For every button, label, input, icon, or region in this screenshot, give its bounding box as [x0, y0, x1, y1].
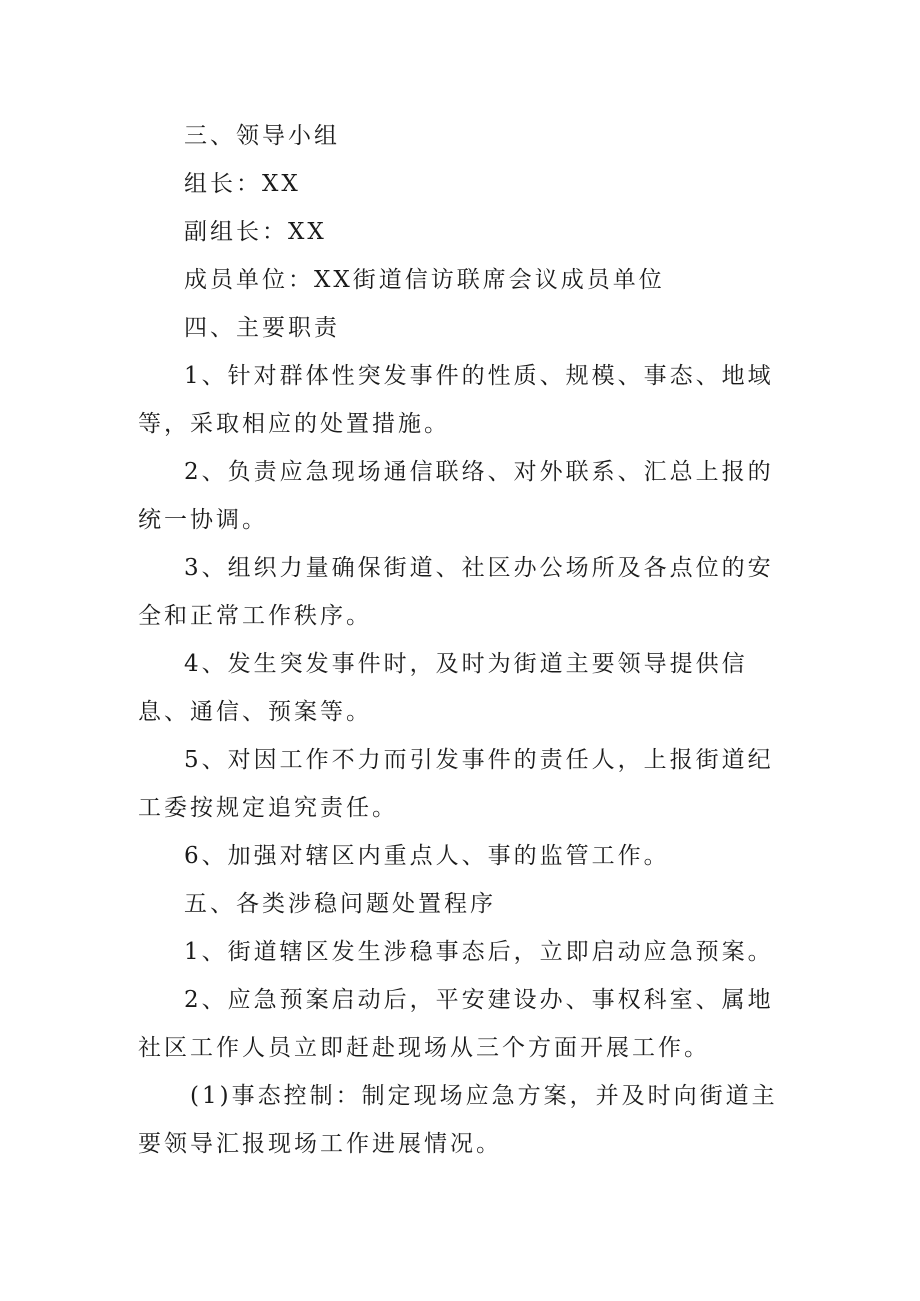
duty-item-5: 5、对因工作不力而引发事件的责任人，上报街道纪工委按规定追究责任。 [138, 747, 774, 821]
heading-main-duties: 四、主要职责 [184, 315, 340, 341]
duty-item-4: 4、发生突发事件时，及时为街道主要领导提供信息、通信、预案等。 [138, 651, 748, 725]
duty-item-3: 3、组织力量确保街道、社区办公场所及各点位的安全和正常工作秩序。 [138, 555, 774, 629]
heading-handling-procedure: 五、各类涉稳问题处置程序 [184, 891, 496, 917]
procedure-item-2: 2、应急预案启动后，平安建设办、事权科室、属地社区工作人员立即赶赴现场从三个方面开展工作。 [138, 987, 774, 1061]
heading-leadership-group: 三、领导小组 [184, 123, 340, 149]
duty-item-1: 1、针对群体性突发事件的性质、规模、事态、地域等，采取相应的处置措施。 [138, 363, 774, 437]
duty-item-2: 2、负责应急现场通信联络、对外联系、汇总上报的统一协调。 [138, 459, 774, 533]
member-units-line: 成员单位：XX街道信访联席会议成员单位 [184, 267, 665, 293]
deputy-leader-line: 副组长：XX [184, 219, 327, 245]
document-page [138, 112, 798, 1168]
duty-item-6: 6、加强对辖区内重点人、事的监管工作。 [184, 843, 670, 869]
group-leader-line: 组长：XX [184, 171, 301, 197]
procedure-subitem-1: (1)事态控制：制定现场应急方案，并及时向街道主要领导汇报现场工作进展情况。 [138, 1083, 778, 1157]
procedure-item-1: 1、街道辖区发生涉稳事态后，立即启动应急预案。 [184, 939, 774, 965]
